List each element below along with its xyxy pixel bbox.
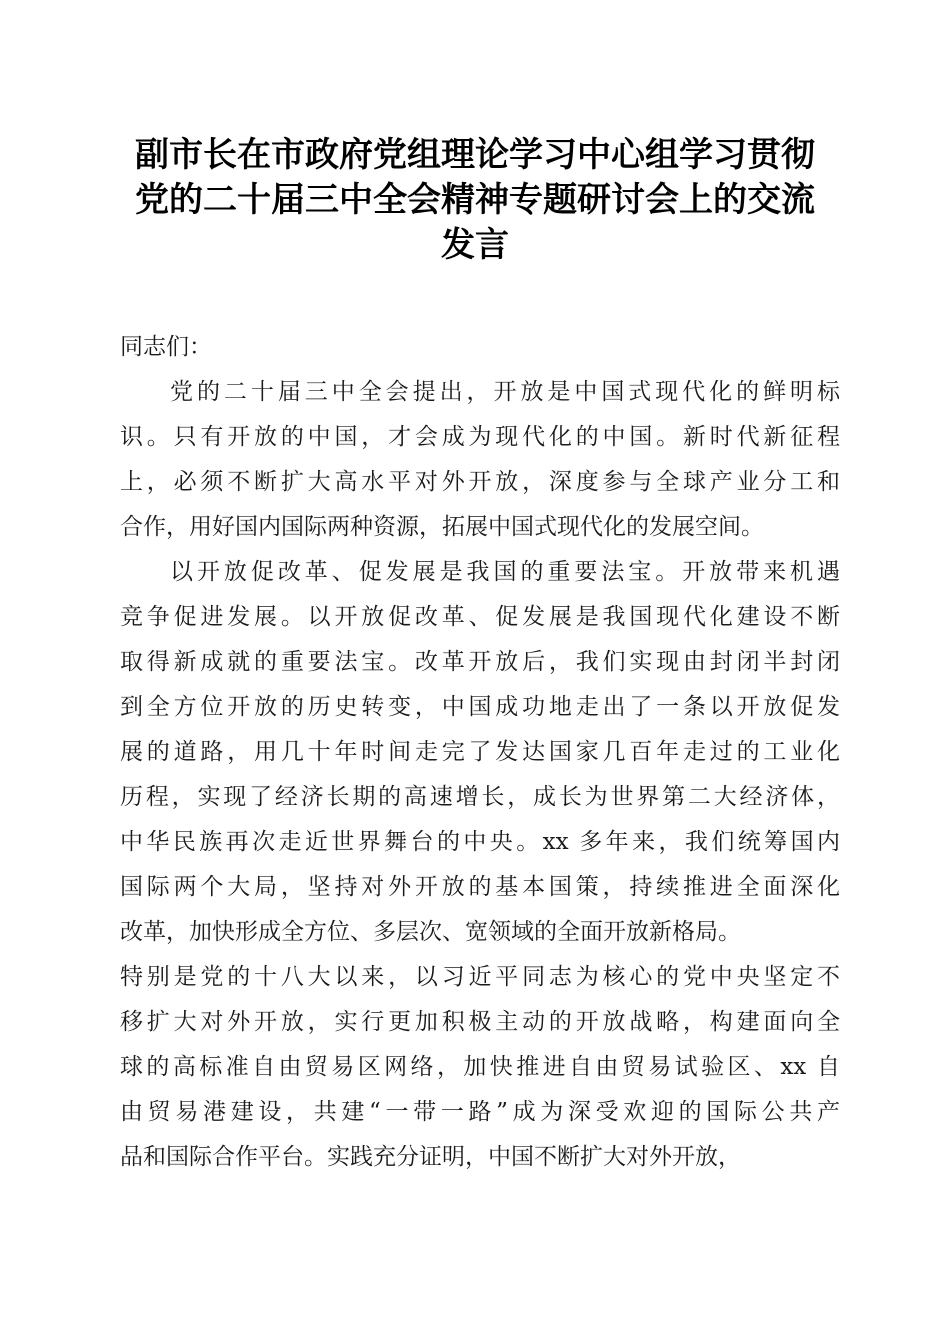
paragraph-line: 移扩大对外开放，实行更加积极主动的开放战略，构建面向全 bbox=[120, 1009, 840, 1035]
title-line: 党的二十届三中全会精神专题研讨会上的交流 bbox=[135, 180, 815, 220]
paragraph-line: 中华民族再次走近世界舞台的中央。xx 多年来，我们统筹国内 bbox=[120, 829, 840, 855]
paragraph-line: 合作，用好国内国际两种资源，拓展中国式现代化的发展空间。 bbox=[120, 514, 764, 540]
paragraph-line: 由贸易港建设，共建“一带一路”成为深受欢迎的国际公共产 bbox=[120, 1099, 840, 1125]
paragraph-line: 识。只有开放的中国，才会成为现代化的中国。新时代新征程 bbox=[120, 424, 840, 450]
paragraph-line: 取得新成就的重要法宝。改革开放后，我们实现由封闭半封闭 bbox=[120, 649, 840, 675]
paragraph-line: 特别是党的十八大以来，以习近平同志为核心的党中央坚定不 bbox=[120, 964, 840, 990]
paragraph-line: 党的二十届三中全会提出，开放是中国式现代化的鲜明标 bbox=[170, 379, 840, 405]
paragraph-line: 国际两个大局，坚持对外开放的基本国策，持续推进全面深化 bbox=[120, 874, 840, 900]
title-line: 副市长在市政府党组理论学习中心组学习贯彻 bbox=[135, 135, 815, 175]
salutation: 同志们： bbox=[120, 334, 212, 360]
paragraph-line: 球的高标准自由贸易区网络，加快推进自由贸易试验区、xx 自 bbox=[120, 1054, 840, 1080]
paragraph-line: 改革，加快形成全方位、多层次、宽领域的全面开放新格局。 bbox=[120, 919, 741, 945]
document-body bbox=[120, 325, 840, 1180]
document-title bbox=[110, 133, 840, 268]
title-line: 发言 bbox=[441, 225, 509, 265]
paragraph-line: 竞争促进发展。以开放促改革、促发展是我国现代化建设不断 bbox=[120, 604, 840, 630]
paragraph-line: 以开放促改革、促发展是我国的重要法宝。开放带来机遇 bbox=[170, 559, 840, 585]
paragraph-line: 品和国际合作平台。实践充分证明，中国不断扩大对外开放， bbox=[120, 1144, 741, 1170]
paragraph-line: 展的道路，用几十年时间走完了发达国家几百年走过的工业化 bbox=[120, 739, 840, 765]
paragraph-line: 到全方位开放的历史转变，中国成功地走出了一条以开放促发 bbox=[120, 694, 840, 720]
paragraph-line: 历程，实现了经济长期的高速增长，成长为世界第二大经济体， bbox=[120, 784, 840, 810]
paragraph-line: 上，必须不断扩大高水平对外开放，深度参与全球产业分工和 bbox=[120, 469, 840, 495]
